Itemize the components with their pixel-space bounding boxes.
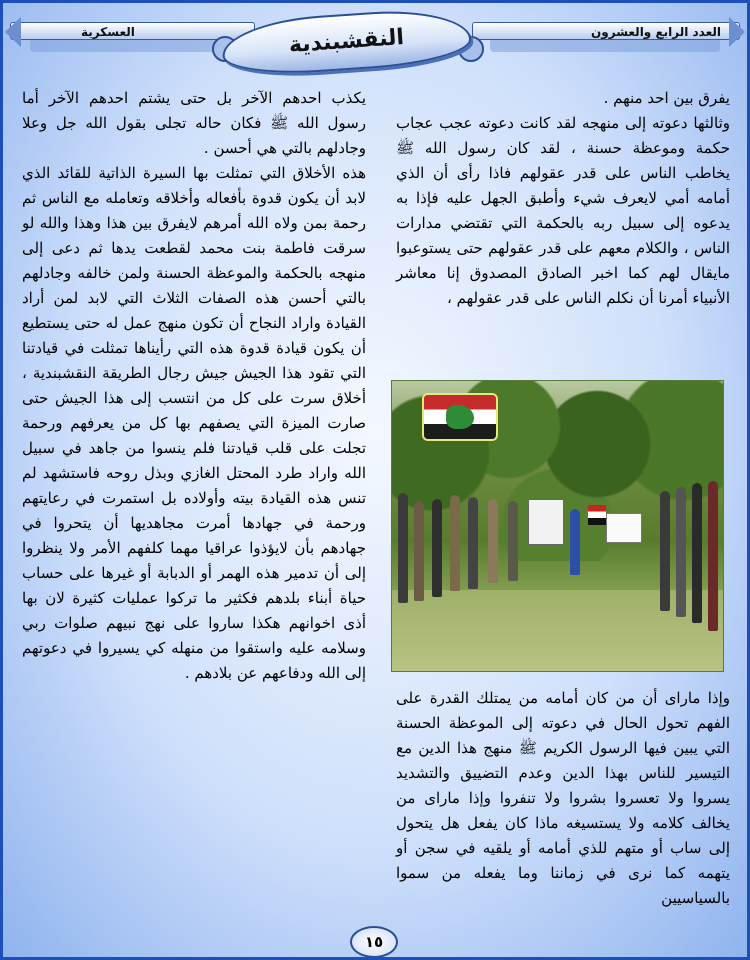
photo-banner-sign (528, 499, 564, 545)
article-photo (391, 380, 724, 672)
photo-person (468, 497, 478, 589)
photo-person (692, 483, 702, 623)
right-column-bottom (396, 686, 730, 911)
photo-person (676, 487, 686, 617)
paragraph: يفرق بين احد منهم . (603, 89, 730, 107)
photo-person (414, 501, 424, 601)
photo-whiteboard (606, 513, 642, 543)
photo-person (508, 501, 518, 581)
page-number: ١٥ (350, 926, 398, 958)
photo-person (450, 495, 460, 591)
paragraph: وإذا ماراى أن من كان أمامه من يمتلك القدرة على الفهم تحول الحال في دعوته إلى الموعظة الحسنة التي يبين فيها الرسول الكريم ﷺ منهج هذا الدين مع التيسير للناس بهذا الدين وعدم التضييق والتشديد يسروا ولا تعسروا بشروا ولا تنفروا وإذا ماراى من يخالف كلامه ولا يستسيغه ماذا كان يفعل هل يتحول إلى ساب أو متهم للذي أمامه أو يلقيه في سجن أو يتهمه كما نرى في زماننا وما يفعله من سموا بالسياسيين (396, 689, 730, 907)
paragraph: وثالثها دعوته إلى منهجه لقد كانت دعوته عجب عجاب حكمة وموعظة حسنة ، لقد كان رسول الله ﷺ يخاطب الناس على قدر عقولهم فاذا رأى أن الذي أمامه أمي لايعرف شيء وأطبق الجهل عليه فإذا به يدعوه إلى سبيل ربه بالحكمة التي تقتضي مدارات الناس ، والكلام معهم على قدر عقولهم حتى يستوعبوا مايقال لهم كما اخبر الصادق المصدوق إنا معاشر الأنبياء أمرنا أن نكلم الناس على قدر عقولهم ، (396, 114, 730, 307)
header-section-label: العسكرية (10, 22, 255, 40)
photo-person (398, 493, 408, 603)
header-issue-label: العدد الرابع والعشرون (472, 22, 740, 40)
photo-person (708, 481, 718, 631)
photo-person (488, 499, 498, 583)
header-shadow-right (490, 40, 720, 52)
army-logo-emblem (424, 395, 496, 439)
right-column-top (396, 86, 730, 311)
photo-person (432, 499, 442, 597)
section-title-banner: النقشبندية (220, 5, 472, 78)
photo-person (570, 509, 580, 575)
paragraph: يكذب احدهم الآخر بل حتى يشتم احدهم الآخر أما رسول الله ﷺ فكان حاله تجلى بقول الله جل وعلا وجادلهم بالتي هي أحسن . (22, 89, 366, 157)
photo-ground (392, 590, 723, 671)
photo-person (660, 491, 670, 611)
left-column (22, 86, 366, 686)
paragraph: هذه الأخلاق التي تمثلت بها السيرة الذاتية للقائد الذي لابد أن يكون قدوة بأفعاله وأخلاقه وتعامله مع الناس ثم رحمة بمن ولاه الله أمرهم لايفرق بين هذا وهذا والله لو سرقت فاطمة بنت محمد لقطعت يدها ثم دعى إلى منهجه بالحكمة والموعظة الحسنة ولمن خالفه وجادلهم بالتي أحسن هذه الصفات الثلاث التي لابد لمن أراد القيادة واراد النجاح أن تكون منهج عمل له حتى يستطيع أن يكون قيادة قدوة هذه التي رأيناها تمثلت في قيادتنا التي تقود هذا الجيش جيش رجال الطريقة النقشبندية ، أخلاق سرت على كل من انتسب إلى هذا الجيش حتى صارت الميزة التي يصفهم بها كل من يعرفهم ورحمة تجلت على قلب قيادتنا فلم ينسوا من جاهد في سبيل الله واراد طرد المحتل الغازي وبذل روحه فاستشهد لم تنس هذه القيادة بيته وأولاده بل استمرت في رعايتهم ورحمة في جهادها أمرت مجاهديها أن يتحروا في جهادهم بأن لايؤذوا عراقيا مهما كلفهم الأمر ولا ينظروا إلى أن تدمير هذه الهمر أو الدبابة أو غيرها على حساب حياة أبناء بلدهم فكثير ما تركوا عمليات كثيرة لان بها أذى اخوانهم هكذا ساروا على نهج نبيهم صلوات ربي وسلامه عليه واستقوا من منهله كي يسيروا في دعوتهم إلى الله ودفاعهم عن بلادهم . (22, 164, 366, 682)
iraqi-flag (588, 505, 606, 525)
header-shadow-left (30, 40, 240, 52)
